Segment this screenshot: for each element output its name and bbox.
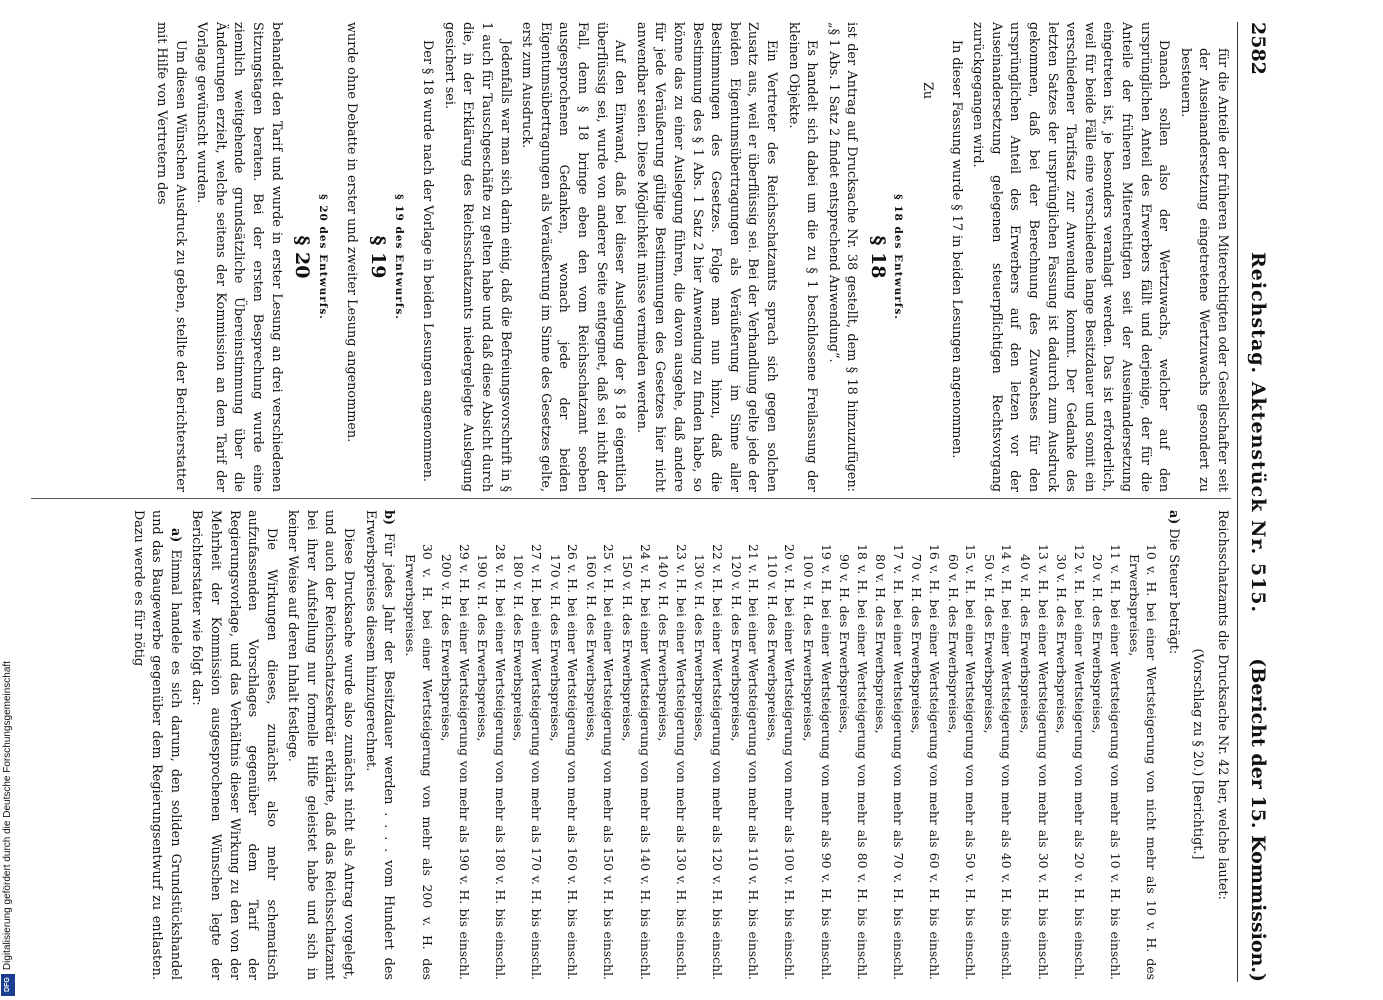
funding-note: Digitalisierung gefördert durch die Deutsche Forschungsgemeinschaft [2,660,13,970]
section-caption: § 19 des Entwurfs. [392,194,405,320]
paragraph: In dieser Fassung wurde § 17 in beiden Lesungen angenommen. [948,40,964,459]
tax-tier-item: 22 v. H. bei einer Wertsteigerung von mehr als 120 v. H. bis einschl. 130 v. H. des Erwerbspreises, [692,544,725,980]
document-page [13,0,1283,1000]
digitization-sidebar [0,0,16,1000]
page-number: 2582 [1247,22,1269,75]
zu-label: Zu [920,82,936,100]
section-heading: § 20 [291,235,314,279]
page-header [1239,22,1273,982]
tax-tier-item: 28 v. H. bei einer Wertsteigerung von mehr als 180 v. H. bis einschl. 190 v. H. des Erwerbspreises, [475,544,508,980]
tax-tier-item: 15 v. H. bei einer Wertsteigerung von mehr als 50 v. H. bis einschl. 60 v. H. des Erwerbspreises, [945,544,979,980]
tax-tier-item: 11 v. H. bei einer Wertsteigerung von mehr als 10 v. H. bis einschl. 20 v. H. des Erwerbspreises, [1090,544,1124,980]
tax-tier-item: 23 v. H. bei einer Wertsteigerung von mehr als 130 v. H. bis einschl. 140 v. H. des Erwerbspreises, [656,544,689,980]
paragraph: Einmal handele es sich darum, den soliden Grundstückshandel und das Baugewerbe gegenüber dem Regierungsentwurf zu entlasten. Dazu werde es für nötig [130,510,183,980]
left-column [31,22,1231,492]
tax-tier-item: 24 v. H. bei einer Wertsteigerung von mehr als 140 v. H. bis einschl. 150 v. H. des Erwerbspreises, [620,544,653,980]
tax-tier-item: 18 v. H. bei einer Wertsteigerung von mehr als 80 v. H. bis einschl. 90 v. H. des Erwerbspreises, [837,544,870,980]
page-title: Reichstag. Aktenstück Nr. 515. [1247,252,1269,614]
tax-tier-item: 17 v. H. bei einer Wertsteigerung von mehr als 70 v. H. bis einschl. 80 v. H. des Erwerbspreises, [873,544,906,980]
paragraph: Die Wirkungen dieses, zunächst also mehr schematisch aufzufassenden Vorschlages gegenüber dem Tarif der Regierungsvorlage, und das Verhältnis dieser Wirkung zu den von der Mehrheit der Kommission ausgesprochenen Wünschen legte der Berichterstatter wie folgt dar: [189,510,279,980]
section-caption: § 20 des Entwurfs. [316,194,329,320]
tax-tier-item: 19 v. H. bei einer Wertsteigerung von mehr als 90 v. H. bis einschl. 100 v. H. des Erwerbspreises, [800,544,834,980]
section-caption: § 18 des Entwurfs. [892,194,905,320]
tax-tier-item: 26 v. H. bei einer Wertsteigerung von mehr als 160 v. H. bis einschl. 170 v. H. des Erwerbspreises, [547,544,581,980]
section-heading: § 19 [367,235,390,279]
paragraph: Danach sollen also der Wertzuwachs, welcher auf den ursprünglichen Anteil des Erwerbers fällt und derjenige, der für die Anteile der früheren Miterechtigten seit der Auseinandersetzung eingetreten ist, je besonders veranlagt werden. Das ist erforderlich, weil für beide Fälle eine verschiedene lange Besitzdauer und somit ein verschiedener Tarifsatz zur Anwendung kommt. Der Gedanke des letzten Satzes der ursprünglichen Fassung ist dadurch zum Ausdruck gekommen, daß bei der Berechnung des Zuwachses für den ursprünglichen Anteil des Erwerbers auf den letzen vor der Auseinandersetzung gelegenen steuerpflichtigen Rechtsvorgang zurückgegangen wird. [970,22,1172,492]
item-label: a) [167,528,183,543]
tax-tier-item: 12 v. H. bei einer Wertsteigerung von mehr als 20 v. H. bis einschl. 30 v. H. des Erwerbspreises, [1054,544,1087,980]
item-text-b: Für jedes Jahr der Besitzdauer werden . . . . vom Hundert des Erwerbspreises diesem hinzugerechnet. [362,510,397,980]
tax-tier-item: 25 v. H. bei einer Wertsteigerung von mehr als 150 v. H. bis einschl. 160 v. H. des Erwerbspreises, [583,544,617,980]
paragraph: Es handelt sich dabei um die zu § 1 beschlossene Freilassung der kleinen Objekte. [785,22,820,492]
paragraph: Der § 18 wurde nach der Vorlage in beiden Lesungen angenommen. [420,40,436,482]
right-column [31,510,1231,980]
page-subtitle: (Bericht der 15. Kommission.) [1247,658,1269,982]
paragraph: Ein Vertreter des Reichsschatzamts sprach sich gegen solchen Zusatz aus, weil er überflüssig sei. Bei der Verhandlung gelte jede der beiden Eigentumsübertragungen als Veräußerung im Sinne aller Bestimmungen des Gesetzes. Folge man nun hinzu, daß die Bestimmung des § 1 Abs. 1 Satz 2 hier Anwendung zu finden habe, so könne das zu einer Auslegung führen, die davon ausgehe, daß andere für jede Veräußerung gültige Bestimmungen des Gesetzes hier nicht anwendbar seien. Diese Möglichkeit müsse vermieden werden. [633,22,779,492]
paragraph: Auf den Einwand, daß bei dieser Auslegung der § 18 eigentlich überflüssig sei, wurde von anderer Seite entgegnet, daß sei nicht der Fall, denn § 18 bringe eben den vom Reichsschatzamt soeben ausgesprochenen Gedanken, wonach jede der beiden Eigentumsübertragungen als Veräußerung im Sinne des Gesetzes gelte, erst zum Ausdruck. [519,22,628,492]
paragraph: Um diesen Wünschen Ausdruck zu geben, stellte der Berichterstatter mit Hilfe von Vertretern des [154,22,188,492]
paragraph: für die Anteile der früheren Miterechtigten oder Gesellschafter seit der Auseinandersetzung eingetretene Wertzuwachs gesondert zu besteuern. [1177,48,1230,492]
header-rule [1237,22,1238,982]
tax-tier-item: 20 v. H. bei einer Wertsteigerung von mehr als 100 v. H. bis einschl. 110 v. H. des Erwerbspreises, [764,544,798,980]
tax-tier-item: 10 v. H. bei einer Wertsteigerung von nicht mehr als 10 v. H. des Erwerbspreises, [1126,544,1160,980]
tax-tier-item: 27 v. H. bei einer Wertsteigerung von mehr als 170 v. H. bis einschl. 180 v. H. des Erwerbspreises, [511,544,545,980]
column-divider [31,498,1231,499]
tax-tier-item: 21 v. H. bei einer Wertsteigerung von mehr als 110 v. H. bis einschl. 120 v. H. des Erwerbspreises, [728,544,762,980]
item-label-a: a) [1165,510,1181,525]
tax-tier-item: 13 v. H. bei einer Wertsteigerung von mehr als 30 v. H. bis einschl. 40 v. H. des Erwerbspreises, [1018,544,1051,980]
tax-tier-item: 14 v. H. bei einer Wertsteigerung von mehr als 40 v. H. bis einschl. 50 v. H. des Erwerbspreises, [981,544,1015,980]
dfg-logo: DFG [1,974,15,996]
proposal-caption: (Vorschlag zu § 20.) [Berichtigt.] [1190,648,1206,860]
tax-tier-list [401,510,1160,980]
tax-tier-item: 29 v. H. bei einer Wertsteigerung von mehr als 190 v. H. bis einschl. 200 v. H. des Erwerbspreises, [439,544,472,980]
paragraph: Jedenfalls war man sich darin einig, daß die Befreiungsvorschrift in § 1 auch für Tauschgeschäfte zu gelten habe und daß diese Absicht durch die, in der Erklärung des Reichsschatzamts niedergelegte Auslegung gesichert sei. [441,22,513,492]
item-label-b: b) [381,510,397,526]
tax-tier-item: 16 v. H. bei einer Wertsteigerung von mehr als 60 v. H. bis einschl. 70 v. H. des Erwerbspreises, [909,544,943,980]
item-text-a: Die Steuer beträgt: [1165,528,1181,655]
paragraph: ist der Antrag auf Drucksache Nr. 38 gestellt, dem § 18 hinzuzufügen: „§ 1 Abs. 1 Satz 2 findet entsprechend Anwendung“. [825,22,860,492]
paragraph: wurde ohne Debatte in erster und zweiter Lesung angenommen. [344,22,360,443]
section-heading: § 18 [866,235,889,279]
tax-tier-item: 30 v. H. bei einer Wertsteigerung von mehr als 200 v. H. des Erwerbspreises. [402,544,436,980]
paragraph: behandelt den Tarif und wurde in erster Lesung an drei verschiedenen Sitzungstagen beraten. Bei der ersten Besprechung wurde eine ziemlich weitgehende grundsätzliche Übereinstimmung über die Änderungen erzielt, welche seitens der Kommission an dem Tarif der Vorlage gewünscht wurden. [194,22,284,492]
paragraph: Reichsschatzamts die Drucksache Nr. 42 her, welche lautet: [1215,510,1230,900]
paragraph: Diese Drucksache wurde also zunächst nicht als Antrag vorgelegt, und auch der Reichsschatzsekretär erklärte, daß das Reichsschatzamt bei ihrer Aufstellung nur formelle Hilfe geleistet habe und sich in keiner Weise auf deren Inhalt festlege. [285,510,357,980]
